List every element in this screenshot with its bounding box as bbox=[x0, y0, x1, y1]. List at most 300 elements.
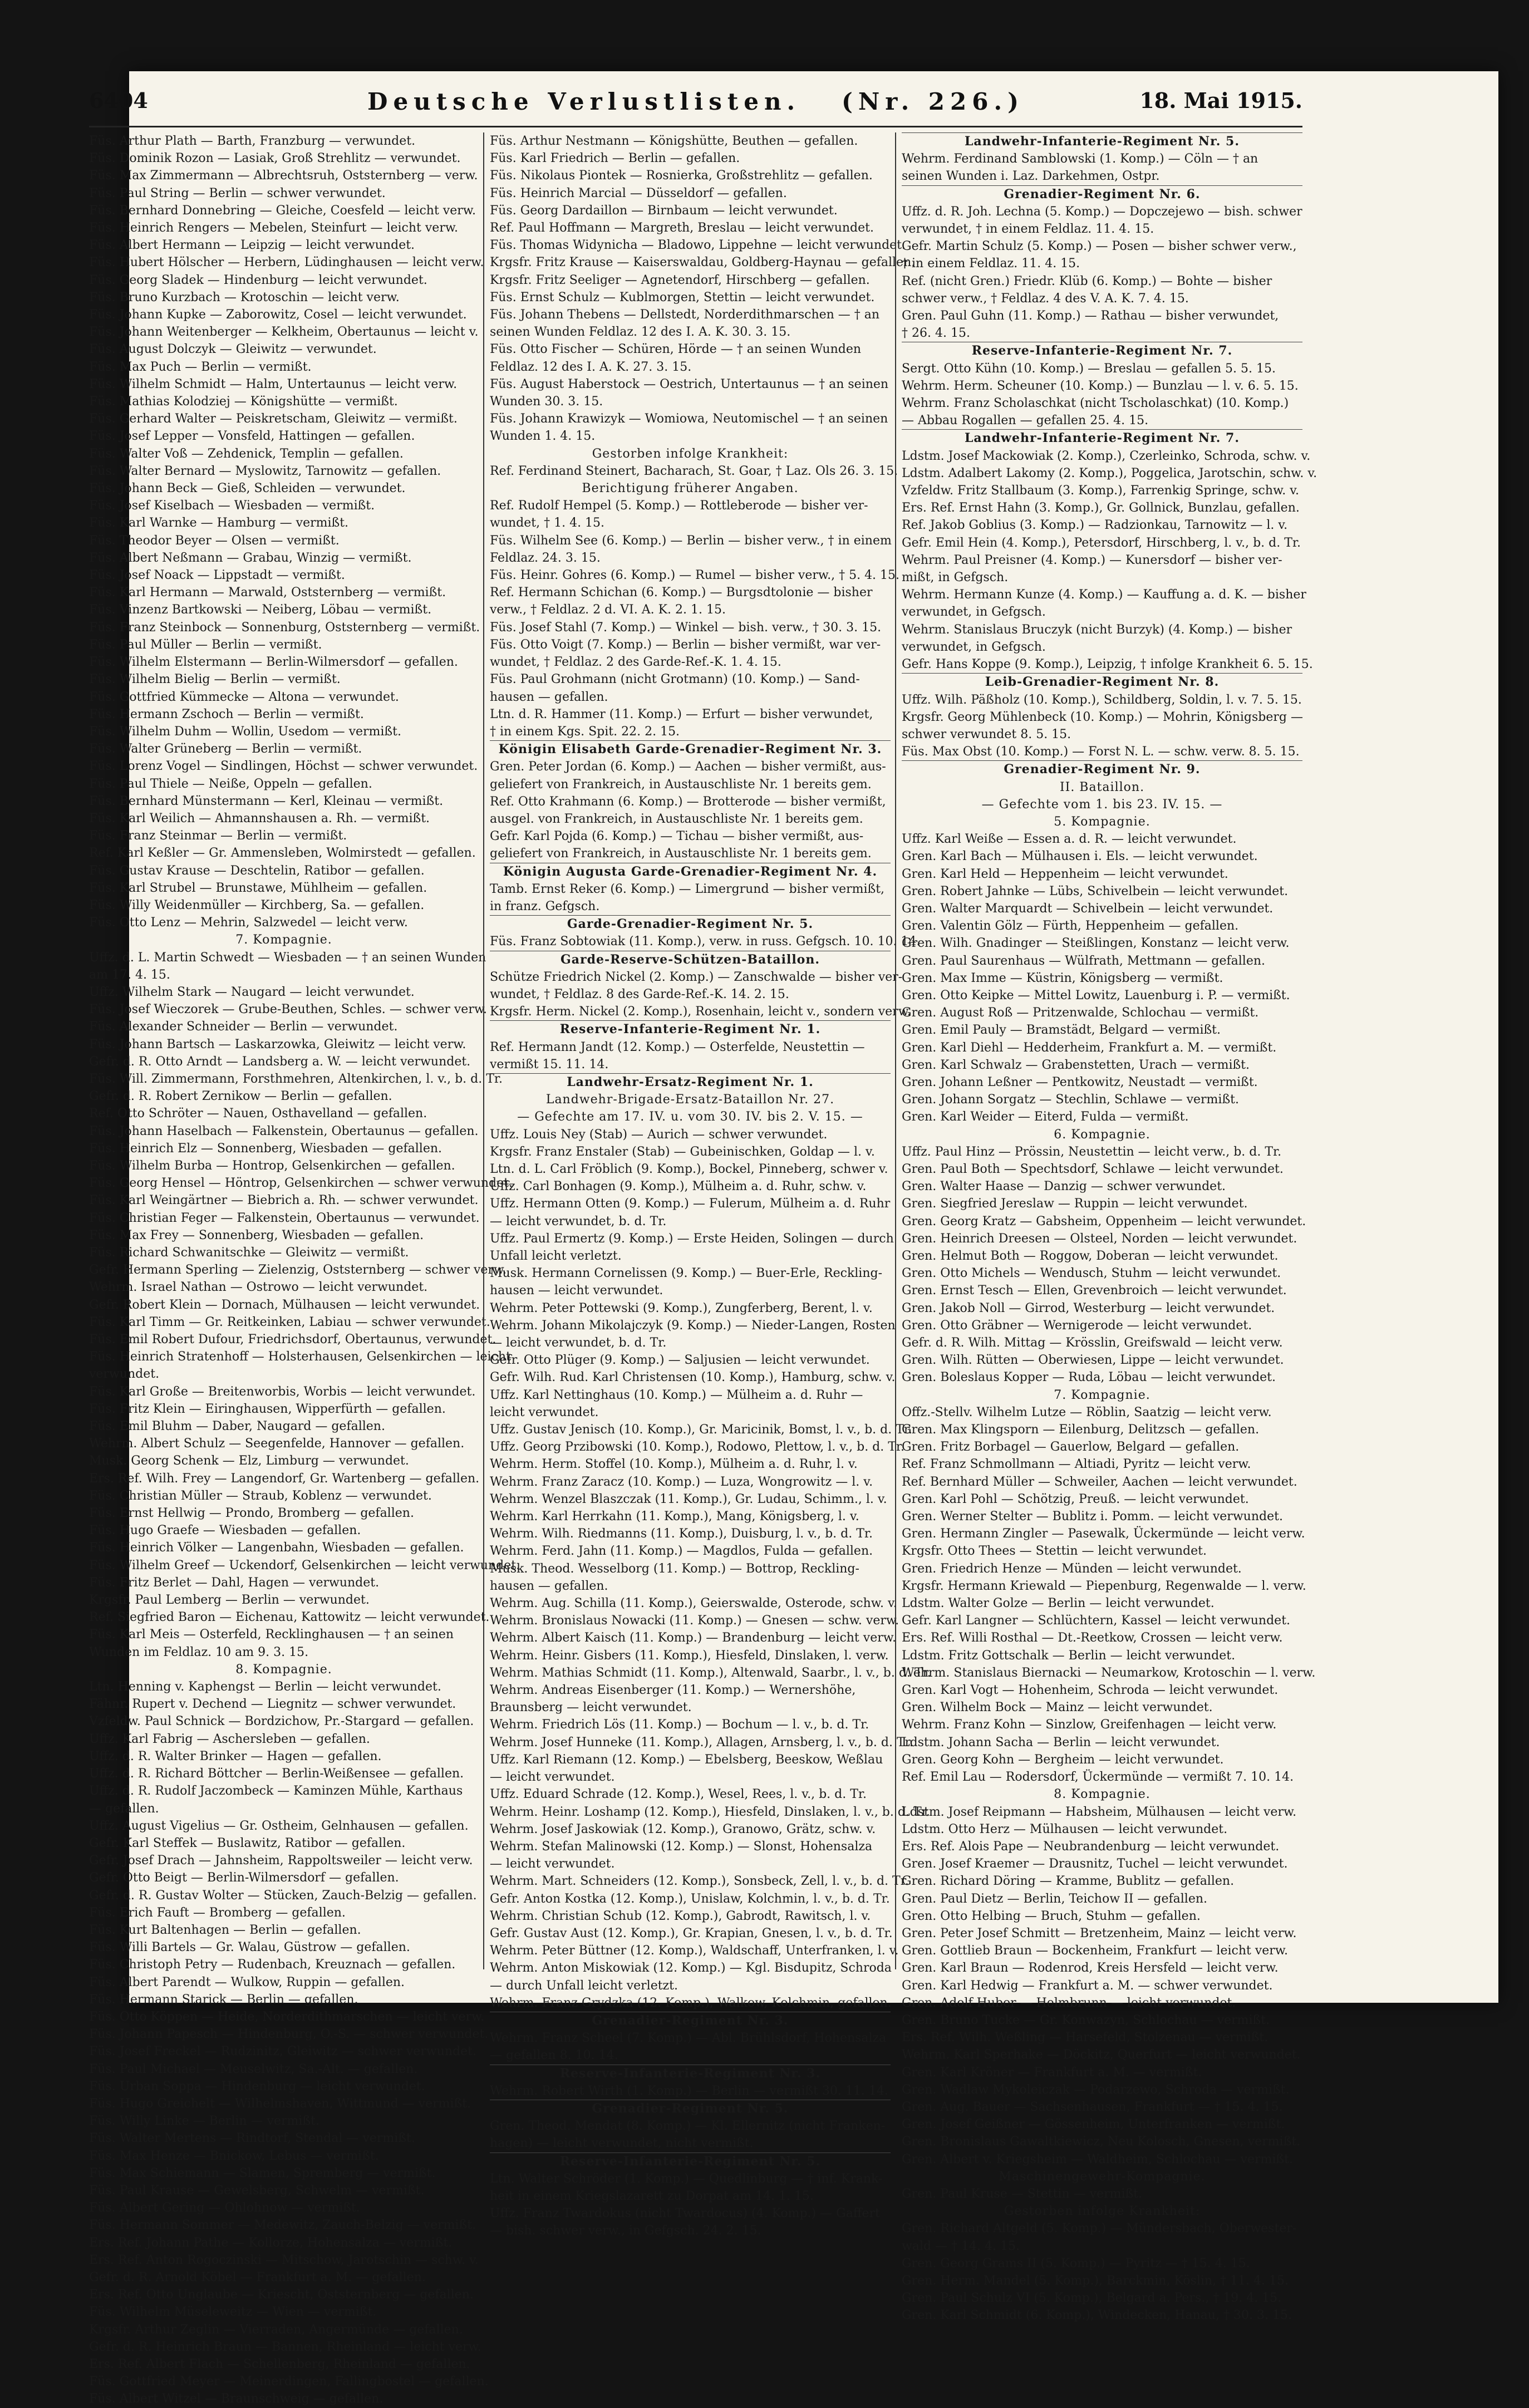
section-heading: — Gefechte am 17. IV. u. vom 30. IV. bis 2. V. 15. — bbox=[517, 1110, 863, 1124]
casualty-entry: Gefr. Josef Drach — Jahnsheim, Rappoltsweiler — leicht verw. bbox=[89, 1854, 473, 1868]
casualty-entry: Ldstm. Walter Golze — Berlin — leicht verwundet. bbox=[902, 1596, 1215, 1611]
casualty-entry: Krgsfr. Georg Mühlenbeck (10. Komp.) — Mohrin, Königsberg — bbox=[902, 710, 1303, 724]
casualty-entry: Wehrm. Karl Herrkahn (11. Komp.), Mang, Königsberg, l. v. bbox=[490, 1510, 859, 1524]
casualty-entry: Uffz. d. R. Rudolf Jaczombeck — Kaminzen Mühle, Karthaus bbox=[89, 1784, 463, 1798]
casualty-entry: Gren. Otto Keipke — Mittel Lowitz, Lauenburg i. P. — vermißt. bbox=[902, 988, 1290, 1002]
section-heading: 8. Kompagnie. bbox=[235, 1662, 332, 1677]
casualty-entry: Gren. Karl Diehl — Hedderheim, Frankfurt a. M. — vermißt. bbox=[902, 1040, 1277, 1055]
publication-title: Deutsche Verlustlisten. (Nr. 226.) bbox=[367, 88, 1024, 115]
casualty-entry: Füs. Willi Bartels — Gr. Walau, Güstrow — gefallen. bbox=[89, 1940, 410, 1955]
casualty-entry: Füs. Johann Kupke — Zaborowitz, Cosel — leicht verwundet. bbox=[89, 308, 467, 322]
casualty-entry: Gefr. Karl Steffek — Buslawitz, Ratibor — gefallen. bbox=[89, 1836, 406, 1850]
casualty-entry: wundet, † Feldlaz. 8 des Garde-Ref.-K. 14. 2. 15. bbox=[490, 987, 789, 1001]
casualty-entry: — leicht verwundet, b. d. Tr. bbox=[490, 1214, 667, 1228]
casualty-entry: Uffz. d. R. Walter Brinker — Hagen — gefallen. bbox=[89, 1749, 382, 1763]
casualty-entry: Ers. Ref. Wilh. Frey — Langendorf, Gr. Wartenberg — gefallen. bbox=[89, 1471, 480, 1486]
casualty-entry: Uffz. Louis Ney (Stab) — Aurich — schwer verwundet. bbox=[490, 1127, 828, 1142]
casualty-entry: Gefr. d. R. Gustav Wolter — Stücken, Zauch-Belzig — gefallen. bbox=[89, 1888, 477, 1903]
casualty-entry: Gren. Karl Braun — Rodenrod, Kreis Hersfeld — leicht verw. bbox=[902, 1961, 1279, 1975]
casualty-entry: Gren. Jakob Noll — Girrod, Westerburg — leicht verwundet. bbox=[902, 1301, 1275, 1315]
casualty-entry: Uffz. Carl Bonhagen (9. Komp.), Mülheim a. d. Ruhr, schw. v. bbox=[490, 1180, 867, 1194]
column-2 bbox=[490, 132, 931, 2238]
column-1 bbox=[89, 132, 520, 2406]
casualty-entry: Gefr. Hermann Sperling — Zielenzig, Oststernberg — schwer verw. bbox=[89, 1263, 507, 1277]
casualty-entry: Uffz. Eduard Schrade (12. Komp.), Wesel, Rees, l. v., b. d. Tr. bbox=[490, 1787, 867, 1802]
casualty-entry: Füs. Fritz Berlet — Dahl, Hagen — verwundet. bbox=[89, 1575, 380, 1590]
casualty-entry: Gefr. Karl Pojda (6. Komp.) — Tichau — bisher vermißt, aus- bbox=[490, 829, 864, 844]
casualty-entry: Wehrm. Israel Nathan — Ostrowo — leicht verwundet. bbox=[89, 1280, 428, 1295]
casualty-entry: Füs. Wilhelm Bielig — Berlin — vermißt. bbox=[89, 672, 341, 687]
casualty-entry: Gefr. d. R. Arnold Köbel — Frankfurt a. M. — gefallen. bbox=[89, 2270, 426, 2284]
casualty-entry: Gefr. d. R. Wilh. Mittag — Krösslin, Greifswald — leicht verw. bbox=[902, 1336, 1283, 1350]
casualty-entry: Gren. Karl Pohl — Schötzig, Preuß. — leicht verwundet. bbox=[902, 1492, 1249, 1506]
casualty-entry: Wehrm. Franz Scholaschkat (nicht Tscholaschkat) (10. Komp.) bbox=[902, 396, 1289, 411]
casualty-entry: Füs. Heinrich Völker — Langenbahn, Wiesbaden — gefallen. bbox=[89, 1541, 464, 1555]
casualty-entry: Ldstm. Josef Mackowiak (2. Komp.), Czerleinko, Schroda, schw. v. bbox=[902, 449, 1311, 463]
casualty-entry: Füs. Johann Thebens — Dellstedt, Norderdithmarschen — † an bbox=[490, 308, 880, 322]
column-rule bbox=[895, 132, 896, 1969]
casualty-entry: Ers. Ref. Ernst Hahn (3. Komp.), Gr. Gollnick, Bunzlau, gefallen. bbox=[902, 501, 1300, 515]
casualty-entry: Füs. Karl Warnke — Hamburg — vermißt. bbox=[89, 516, 349, 530]
casualty-entry: verw., † Feldlaz. 2 d. VI. A. K. 2. 1. 15. bbox=[490, 603, 726, 617]
casualty-entry: Füs. Josef Lepper — Vonsfeld, Hattingen — gefallen. bbox=[89, 429, 415, 444]
casualty-entry: seinen Wunden Feldlaz. 12 des I. A. K. 30. 3. 15. bbox=[490, 325, 791, 340]
casualty-entry: Musk. Georg Schenk — Elz, Limburg — verwundet. bbox=[89, 1454, 409, 1468]
casualty-entry: Ref. Franz Schmollmann — Altiadi, Pyritz — leicht verw. bbox=[902, 1457, 1251, 1472]
casualty-entry: Gren. Bronislaus Gawaltkiewicz, Neu Kolosch, Gnesen, vermißt. bbox=[902, 2135, 1301, 2149]
casualty-entry: Füs. Emil Bluhm — Daber, Naugard — gefallen. bbox=[89, 1419, 385, 1434]
issue-date: 18. Mai 1915. bbox=[1139, 88, 1302, 113]
casualty-entry: Gefr. Hans Koppe (9. Komp.), Leipzig, † infolge Krankheit 6. 5. 15. bbox=[902, 657, 1313, 672]
casualty-entry: verwundet, † in einem Feldlaz. 11. 4. 15. bbox=[902, 222, 1154, 237]
casualty-entry: Ref. Jakob Goblius (3. Komp.) — Radzionkau, Tarnowitz — l. v. bbox=[902, 518, 1288, 533]
casualty-entry: Gren. Karl Hedwig — Frankfurt a. M. — schwer verwundet. bbox=[902, 1978, 1273, 1993]
casualty-entry: Füs. Albert Parendt — Wulkow, Ruppin — gefallen. bbox=[89, 1975, 405, 1989]
casualty-entry: Füs. Mathias Kolodziej — Königshütte — vermißt. bbox=[89, 395, 398, 409]
casualty-entry: Füs. Georg Hensel — Höntrop, Gelsenkirchen — schwer verwundet. bbox=[89, 1176, 513, 1191]
casualty-entry: Uffz. d. R. Richard Böttcher — Berlin-Weißensee — gefallen. bbox=[89, 1767, 464, 1781]
casualty-entry: wundet, † 1. 4. 15. bbox=[490, 516, 605, 530]
casualty-entry: Gren. Richard Altgeld (5. Komp.) — Mündersbach, Oberwester- bbox=[902, 2222, 1297, 2236]
casualty-entry: Wehrm. Heinr. Gisbers (11. Komp.), Hiesfeld, Dinslaken, l. verw. bbox=[490, 1648, 889, 1663]
casualty-entry: Uffz. Franz Twardokus (nicht Twardocus) (4. Komp.) — Gaffert bbox=[490, 2206, 880, 2221]
regiment-heading: Reserve-Infanterie-Regiment Nr. 1. bbox=[490, 1020, 891, 1038]
casualty-entry: Gren. Paul Schulz VI (5. Komp.), Belgard a. Pers., † 19. 4. 15. bbox=[902, 2291, 1282, 2306]
casualty-entry: Füs. Josef Freckel — Rudzinitz, Gleiwitz — schwer verwundet. bbox=[89, 2045, 476, 2059]
casualty-entry: Gren. Karl Held — Heppenheim — leicht verwundet. bbox=[902, 867, 1228, 881]
casualty-entry: Füs. Georg Dardaillon — Birnbaum — leicht verwundet. bbox=[490, 203, 838, 218]
casualty-entry: Gefr. Anton Kostka (12. Komp.), Unislaw, Kolchmin, l. v., b. d. Tr. bbox=[490, 1891, 890, 1906]
casualty-entry: Gren. Richard Döring — Kramme, Bublitz — gefallen. bbox=[902, 1874, 1235, 1889]
casualty-entry: Füs. Arthur Nestmann — Königshütte, Beuthen — gefallen. bbox=[490, 134, 858, 148]
casualty-entry: Schütze Friedrich Nickel (2. Komp.) — Zanschwalde — bisher ver- bbox=[490, 970, 903, 984]
casualty-entry: schwer verwundet 8. 5. 15. bbox=[902, 727, 1071, 741]
casualty-entry: Füs. Heinrich Stratenhoff — Holsterhausen, Gelsenkirchen — leicht bbox=[89, 1350, 511, 1364]
casualty-entry: Füs. Theodor Beyer — Olsen — vermißt. bbox=[89, 533, 340, 548]
casualty-entry: Wehrm. Peter Pottewski (9. Komp.), Zungferberg, Berent, l. v. bbox=[490, 1301, 873, 1315]
regiment-heading: Landwehr-Infanterie-Regiment Nr. 7. bbox=[902, 429, 1302, 447]
casualty-entry: Füs. Max Frey — Sonnenberg, Wiesbaden — gefallen. bbox=[89, 1228, 424, 1242]
casualty-entry: Füs. Johann Krawizyk — Womiowa, Neutomischel — † an seinen bbox=[490, 412, 888, 426]
casualty-entry: Füs. Franz Steinmar — Berlin — vermißt. bbox=[89, 829, 347, 843]
casualty-entry: — leicht verwundet, b. d. Tr. bbox=[490, 1336, 667, 1350]
casualty-entry: Gren. Siegfried Jereslaw — Ruppin — leicht verwundet. bbox=[902, 1197, 1248, 1211]
casualty-entry: Gren. Karl Schwalz — Grabenstetten, Urach — vermißt. bbox=[902, 1058, 1250, 1072]
casualty-entry: hausen — leicht verwundet. bbox=[490, 1284, 663, 1298]
casualty-entry: Ref. Emil Lau — Rodersdorf, Ückermünde — vermißt 7. 10. 14. bbox=[902, 1770, 1294, 1785]
casualty-entry: Gren. Friedrich Henze — Münden — leicht verwundet. bbox=[902, 1561, 1242, 1576]
casualty-entry: Füs. Bernhard Münstermann — Kerl, Kleinau — vermißt. bbox=[89, 794, 444, 808]
casualty-entry: Füs. Gustav Krause — Deschtelin, Ratibor — gefallen. bbox=[89, 863, 425, 878]
casualty-entry: Gren. Otto Helbing — Bruch, Stuhm — gefallen. bbox=[902, 1909, 1201, 1923]
casualty-entry: Gren. Karl Weider — Eiterd, Fulda — vermißt. bbox=[902, 1110, 1189, 1124]
casualty-entry: Krgsfr. Arthur Zeglin — Vierraden, Angermünde — gefallen. bbox=[89, 2322, 463, 2337]
casualty-entry: Uffz. Paul Hinz — Prössin, Neustettin — leicht verw., b. d. Tr. bbox=[902, 1144, 1282, 1159]
casualty-entry: Ref. (nicht Gren.) Friedr. Klüb (6. Komp.) — Bohte — bisher bbox=[902, 274, 1272, 288]
casualty-entry: Gren. Wilh. Rütten — Oberwiesen, Lippe — leicht verwundet. bbox=[902, 1353, 1284, 1368]
casualty-entry: Gren. Karl Bach — Mülhausen i. Els. — leicht verwundet. bbox=[902, 849, 1258, 864]
casualty-entry: Füs. Josef Noack — Lippstadt — vermißt. bbox=[89, 568, 345, 583]
casualty-entry: Füs. Paul Michael — Meuselwitz, Sa.-Alt. — gefallen. bbox=[89, 2062, 418, 2076]
regiment-heading: Leib-Grenadier-Regiment Nr. 8. bbox=[902, 673, 1302, 691]
casualty-entry: Füs. Wilhelm Duhm — Wollin, Usedom — vermißt. bbox=[89, 724, 401, 739]
regiment-heading: Landwehr-Infanterie-Regiment Nr. 5. bbox=[902, 132, 1302, 150]
section-heading: 7. Kompagnie. bbox=[1054, 1388, 1151, 1402]
casualty-entry: Krgsfr. Fritz Krause — Kaiserswaldau, Goldberg-Haynau — gefallen. bbox=[490, 255, 916, 270]
casualty-entry: Ref. Bernhard Müller — Schweiler, Aachen — leicht verwundet. bbox=[902, 1475, 1297, 1489]
casualty-entry: Ref. Paul Hoffmann — Margreth, Breslau — leicht verwundet. bbox=[490, 221, 874, 235]
casualty-entry: Füs. Johann Bartsch — Laskarzowka, Gleiwitz — leicht verw. bbox=[89, 1037, 466, 1051]
casualty-entry: Ldstm. Adalbert Lakomy (2. Komp.), Poggelica, Jarotschin, schw. v. bbox=[902, 466, 1317, 480]
casualty-entry: Füs. Heinrich Marcial — Düsseldorf — gefallen. bbox=[490, 186, 787, 200]
casualty-entry: Wehrm. Bronislaus Nowacki (11. Komp.) — Gnesen — schw. verw. bbox=[490, 1614, 899, 1628]
casualty-entry: Füs. Franz Steinbock — Sonnenburg, Oststernberg — vermißt. bbox=[89, 620, 480, 635]
casualty-entry: Füs. Otto Lenz — Mehrin, Salzwedel — leicht verw. bbox=[89, 916, 408, 930]
casualty-entry: Füs. Paul Thiele — Neiße, Oppeln — gefallen. bbox=[89, 777, 372, 791]
casualty-entry: Gefr. d. R. Heinrich Braun — Bannen, Rheinland — leicht verw. bbox=[89, 2340, 481, 2354]
casualty-entry: Musk. Theod. Wesselborg (11. Komp.) — Bottrop, Reckling- bbox=[490, 1561, 859, 1576]
casualty-entry: Ers. Ref. Willi Rosthal — Dt.-Reetkow, Crossen — leicht verw. bbox=[902, 1631, 1283, 1645]
casualty-entry: Gren. Georg Kratz — Gabsheim, Oppenheim — leicht verwundet. bbox=[902, 1214, 1306, 1228]
casualty-entry: Unfall leicht verletzt. bbox=[490, 1249, 622, 1263]
casualty-entry: Gren. Fritz Borbagel — Gauerlow, Belgard — gefallen. bbox=[902, 1440, 1240, 1454]
casualty-entry: Gren. Paul Guhn (11. Komp.) — Rathau — bisher verwundet, bbox=[902, 309, 1279, 323]
casualty-entry: Füs. Otto Fischer — Schüren, Hörde — † an seinen Wunden bbox=[490, 342, 862, 357]
casualty-entry: Gren. Paul Saurenhaus — Wülfrath, Mettmann — gefallen. bbox=[902, 954, 1266, 968]
casualty-entry: Gren. Walter Marquardt — Schivelbein — leicht verwundet. bbox=[902, 901, 1274, 916]
casualty-entry: hagen) — leicht verwundet, nicht vermißt. bbox=[490, 2136, 754, 2151]
casualty-entry: Gren. Walter Haase — Danzig — schwer verwundet. bbox=[902, 1180, 1226, 1194]
section-heading: Maschinengewehr-Kompagnie. bbox=[999, 2169, 1206, 2184]
casualty-entry: Füs. Ernst Hellwig — Prondo, Bromberg — gefallen. bbox=[89, 1506, 414, 1521]
casualty-entry: Füs. Otto Köppen — Heide, Norderdithmarschen — leicht verw. bbox=[89, 2009, 485, 2024]
casualty-entry: Wehrm. Johann Mikolajczyk (9. Komp.) — Nieder-Langen, Rosten bbox=[490, 1318, 896, 1333]
casualty-entry: Wehrm. Franz Grydzka (12. Komp.), Walkow, Kolchmin, gefallen. bbox=[490, 1996, 892, 2010]
casualty-entry: Füs. Otto Voigt (7. Komp.) — Berlin — bisher vermißt, war ver- bbox=[490, 637, 881, 652]
casualty-entry: Wunden im Feldlaz. 10 am 9. 3. 15. bbox=[89, 1645, 309, 1659]
casualty-entry: Ers. Ref. Johann Pathe — Kollorze, Hohensalza — vermißt. bbox=[89, 2235, 453, 2250]
casualty-entry: Ltn. d. L. Carl Fröblich (9. Komp.), Bockel, Pinneberg, schwer v. bbox=[490, 1162, 888, 1176]
casualty-entry: Füs. Karl Friedrich — Berlin — gefallen. bbox=[490, 151, 740, 166]
casualty-entry: — durch Unfall leicht verletzt. bbox=[490, 1978, 678, 1993]
casualty-entry: — leicht verwundet. bbox=[490, 1770, 615, 1785]
section-heading: 6. Kompagnie. bbox=[1054, 1127, 1151, 1142]
casualty-entry: Wunden 30. 3. 15. bbox=[490, 395, 603, 409]
casualty-entry: — Abbau Rogallen — gefallen 25. 4. 15. bbox=[902, 414, 1149, 428]
casualty-entry: Füs. Christian Müller — Straub, Koblenz — verwundet. bbox=[89, 1488, 432, 1503]
casualty-entry: Wehrm. Heinr. Loshamp (12. Komp.), Hiesfeld, Dinslaken, l. v., b. d. Tr. bbox=[490, 1805, 930, 1819]
casualty-entry: Wehrm. Peter Büttner (12. Komp.), Waldschaff, Unterfranken, l. v. bbox=[490, 1944, 899, 1958]
casualty-entry: Füs. Heinrich Rengers — Mebelen, Steinfurt — leicht verw. bbox=[89, 221, 459, 235]
casualty-entry: Ltn. Walter Schröder (1. Komp.) — Quedlinburg — † inf. Krank- bbox=[490, 2171, 883, 2186]
casualty-entry: Füs. Franz Sobtowiak (11. Komp.), verw. in russ. Gefgsch. 10. 10. 14. bbox=[490, 935, 921, 949]
casualty-entry: Gren. Boleslaus Kopper — Ruda, Löbau — leicht verwundet. bbox=[902, 1370, 1276, 1385]
casualty-entry: Wehrm. Albert Kaisch (11. Komp.) — Brandenburg — leicht verw. bbox=[490, 1631, 896, 1645]
header-rule bbox=[89, 126, 1302, 127]
casualty-entry: Gren. Wilhelm Bock — Mainz — leicht verwundet. bbox=[902, 1701, 1213, 1715]
section-heading: — Gefechte vom 1. bis 23. IV. 15. — bbox=[981, 797, 1223, 812]
casualty-entry: Gren. Karl Schmidt (6. Komp.), Windecken, Hanau, † 30. 3. 15. bbox=[902, 2308, 1292, 2323]
casualty-entry: Ref. Rudolf Hempel (5. Komp.) — Rottleberode — bisher ver- bbox=[490, 499, 868, 513]
casualty-entry: Wehrm. Friedrich Lös (11. Komp.) — Bochum — l. v., b. d. Tr. bbox=[490, 1718, 869, 1732]
casualty-entry: Gren. Karl Vogt — Hohenheim, Schroda — leicht verwundet. bbox=[902, 1683, 1279, 1698]
casualty-entry: Füs. Johann Haselbach — Falkenstein, Obertaunus — gefallen. bbox=[89, 1124, 479, 1138]
casualty-entry: Krgsfr. Hermann Kriewald — Piepenburg, Regenwalde — l. verw. bbox=[902, 1579, 1306, 1593]
casualty-entry: wald — † 14. 4. 15. bbox=[902, 2239, 1020, 2253]
casualty-entry: Gren. Josef Geißner — Gössenheim, Unterfranken — vermißt. bbox=[902, 2117, 1285, 2132]
casualty-entry: Ref. Otto Schröter — Nauen, Osthavelland — gefallen. bbox=[89, 1107, 427, 1121]
casualty-entry: Ref. Hermann Schichan (6. Komp.) — Burgsdtolonie — bisher bbox=[490, 586, 873, 600]
casualty-entry: Gren. Adolf Huber — Helmbrunn — leicht verwundet. bbox=[902, 1996, 1236, 2010]
casualty-entry: Füs. Paul Krause — Gewelsberg, Schwelm — vermißt. bbox=[89, 2183, 425, 2198]
casualty-entry: Wehrm. Robert Wirth (1. Komp.) — Berlin — vermißt 30. 11. 14. bbox=[490, 2083, 888, 2098]
regiment-heading: Grenadier-Regiment Nr. 6. bbox=[902, 185, 1302, 203]
casualty-entry: Ltn. d. R. Hammer (11. Komp.) — Erfurt — bisher verwundet, bbox=[490, 707, 873, 721]
casualty-entry: Gren. Paul Dietz — Berlin, Teichow II — gefallen. bbox=[902, 1891, 1208, 1906]
casualty-entry: Uffz. Karl Riemann (12. Komp.) — Ebelsberg, Beeskow, Weßlau bbox=[490, 1752, 883, 1767]
casualty-entry: Wehrm. Hermann Kunze (4. Komp.) — Kauffung a. d. K. — bisher bbox=[902, 588, 1306, 602]
casualty-entry: Sergt. Otto Kühn (10. Komp.) — Breslau — gefallen 5. 5. 15. bbox=[902, 361, 1276, 376]
casualty-entry: Füs. Nikolaus Piontek — Rosnierka, Großstrehlitz — gefallen. bbox=[490, 169, 873, 183]
casualty-entry: † in einem Feldlaz. 11. 4. 15. bbox=[902, 257, 1080, 271]
casualty-entry: Füs. Wilhelm Elstermann — Berlin-Wilmersdorf — gefallen. bbox=[89, 655, 458, 670]
casualty-entry: Füs. Alexander Schneider — Berlin — verwundet. bbox=[89, 1020, 398, 1034]
casualty-entry: Uffz. d. R. Joh. Lechna (5. Komp.) — Dopczejewo — bish. schwer bbox=[902, 204, 1302, 219]
casualty-entry: Uffz. Karl Nettinghaus (10. Komp.) — Mülheim a. d. Ruhr — bbox=[490, 1388, 863, 1402]
casualty-entry: Füs. Johann Papesch — Hindenburg, O.-S. — schwer verwundet. bbox=[89, 2027, 489, 2042]
casualty-entry: Füs. Johann Weitenberger — Kelkheim, Obertaunus — leicht v. bbox=[89, 325, 479, 340]
casualty-entry: Gren. Wilh. Gnadinger — Steißlingen, Konstanz — leicht verw. bbox=[902, 936, 1290, 951]
casualty-entry: hausen — gefallen. bbox=[490, 690, 608, 704]
casualty-entry: — bish. schwer verw., in Gefgsch. 24. 2. 15. bbox=[490, 2224, 761, 2238]
casualty-entry: verwundet, in Gefgsch. bbox=[902, 605, 1046, 620]
casualty-entry: Füs. Johann Beck — Gieß, Schleiden — verwundet. bbox=[89, 481, 406, 496]
casualty-entry: Gren. Werner Stelter — Bublitz i. Pomm. — leicht verwundet. bbox=[902, 1510, 1283, 1524]
casualty-entry: Uffz. Karl Fabrig — Aschersleben — gefallen. bbox=[89, 1732, 370, 1746]
casualty-entry: Wehrm. Mathias Schmidt (11. Komp.), Altenwald, Saarbr., l. v., b. d. Tr. bbox=[490, 1665, 931, 1680]
casualty-entry: Uffz. Wilhelm Stark — Naugard — leicht verwundet. bbox=[89, 985, 415, 999]
casualty-entry: leicht verwundet. bbox=[490, 1405, 599, 1419]
section-heading: 7. Kompagnie. bbox=[235, 933, 332, 947]
casualty-entry: Wehrm. Stefan Malinowski (12. Komp.) — Slonst, Hohensalza bbox=[490, 1839, 873, 1854]
casualty-entry: geliefert von Frankreich, in Austauschliste Nr. 1 bereits gem. bbox=[490, 777, 872, 792]
casualty-entry: Füs. Albert Neßmann — Grabau, Winzig — vermißt. bbox=[89, 551, 412, 565]
casualty-entry: Füs. Walter Mertens — Rindtorf, Stendal — vermißt. bbox=[89, 2131, 415, 2146]
casualty-entry: Gren. Max Imme — Küstrin, Königsberg — vermißt. bbox=[902, 971, 1223, 985]
casualty-entry: Krgsfr. Herm. Nickel (2. Komp.), Rosenhain, leicht v., sondern verw. bbox=[490, 1005, 911, 1019]
casualty-entry: am 17. 4. 15. bbox=[89, 967, 170, 982]
casualty-entry: mißt, in Gefgsch. bbox=[902, 571, 1009, 585]
casualty-entry: Ref. Karl Keßler — Gr. Ammensleben, Wolmirstedt — gefallen. bbox=[89, 846, 476, 861]
casualty-entry: Wehrm. Franz Zaracz (10. Komp.) — Luza, Wongrowitz — l. v. bbox=[490, 1475, 873, 1489]
casualty-entry: verwundet. bbox=[89, 1367, 160, 1382]
casualty-entry: Wehrm. Karl Sperhake — Döckitz, Querfurt — leicht verwundet. bbox=[902, 2048, 1301, 2062]
casualty-entry: Gren. Ernst Tesch — Ellen, Grevenbroich — leicht verwundet. bbox=[902, 1284, 1287, 1298]
casualty-entry: Füs. Christoph Petry — Rudenbach, Kreuznach — gefallen. bbox=[89, 1958, 456, 1972]
casualty-entry: Ers. Ref. Otto Unglaube — Kriescht, Oststernberg — gefallen. bbox=[89, 2288, 474, 2302]
casualty-entry: Füs. Hubert Hölscher — Herbern, Lüdinghausen — leicht verw. bbox=[89, 255, 484, 270]
casualty-entry: Füs. Josef Kiselbach — Wiesbaden — vermißt. bbox=[89, 499, 375, 513]
casualty-entry: Füs. Max Obst (10. Komp.) — Forst N. L. — schw. verw. 8. 5. 15. bbox=[902, 745, 1300, 759]
casualty-entry: Füs. Wilhelm See (6. Komp.) — Berlin — bisher verw., † in einem bbox=[490, 533, 892, 548]
casualty-entry: Füs. Walter Grüneberg — Berlin — vermißt. bbox=[89, 742, 362, 756]
casualty-entry: Füs. Willy Linke — Berlin — vermißt. bbox=[89, 2114, 319, 2129]
casualty-entry: Gren. August Roß — Pritzenwalde, Schlochau — vermißt. bbox=[902, 1006, 1259, 1020]
casualty-entry: Füs. Karl Weilich — Ahmannshausen a. Rh. — vermißt. bbox=[89, 811, 430, 825]
casualty-entry: Füs. Wilhelm Burba — Hontrop, Gelsenkirchen — gefallen. bbox=[89, 1158, 455, 1173]
casualty-entry: Gren. Peter Josef Schmitt — Bretzenheim, Mainz — leicht verw. bbox=[902, 1926, 1297, 1940]
casualty-entry: schwer verw., † Feldlaz. 4 des V. A. K. 7. 4. 15. bbox=[902, 291, 1189, 306]
regiment-heading: Grenadier-Regiment Nr. 9. bbox=[902, 760, 1302, 778]
column-3 bbox=[902, 132, 1317, 2323]
casualty-entry: Gren. Max Klingsporn — Eilenburg, Delitzsch — gefallen. bbox=[902, 1423, 1260, 1437]
casualty-entry: Füs. Heinr. Gohres (6. Komp.) — Rumel — bisher verw., † 5. 4. 15. bbox=[490, 568, 900, 583]
casualty-entry: Füs. Karl Timm — Gr. Reitkeinken, Labiau — schwer verwundet. bbox=[89, 1315, 490, 1329]
casualty-entry: Füs. Gottfried Kümmecke — Altona — verwundet. bbox=[89, 690, 399, 704]
casualty-entry: Krgsfr. Paul Lemberg — Berlin — verwundet. bbox=[89, 1593, 370, 1608]
casualty-entry: Uffz. August Vigelius — Gr. Ostheim, Gelnhausen — gefallen. bbox=[89, 1819, 469, 1833]
casualty-entry: Gefr. Emil Hein (4. Komp.), Petersdorf, Hirschberg, l. v., b. d. Tr. bbox=[902, 535, 1301, 550]
casualty-entry: Gefr. Gustav Aust (12. Komp.), Gr. Krapian, Gnesen, l. v., b. d. Tr. bbox=[490, 1926, 893, 1940]
casualty-entry: Gefr. d. R. Otto Arndt — Landsberg a. W. — leicht verwundet. bbox=[89, 1054, 471, 1069]
casualty-entry: Ref. Ferdinand Steinert, Bacharach, St. Goar, † Laz. Ols 26. 3. 15. bbox=[490, 464, 898, 478]
regiment-heading: Garde-Grenadier-Regiment Nr. 5. bbox=[490, 915, 891, 933]
casualty-entry: Gefr. Robert Klein — Dornach, Mülhausen — leicht verwundet. bbox=[89, 1298, 480, 1312]
page-header bbox=[89, 88, 1302, 127]
casualty-entry: Füs. Walter Bernard — Myslowitz, Tarnowitz — gefallen. bbox=[89, 464, 441, 478]
casualty-entry: Füs. Urban Soppa — Hindenburg — leicht verwundet. bbox=[89, 2079, 425, 2094]
casualty-entry: Gren. Otto Michels — Wendusch, Stuhm — leicht verwundet. bbox=[902, 1266, 1281, 1281]
casualty-entry: Tamb. Ernst Reker (6. Komp.) — Limergrund — bisher vermißt, bbox=[490, 882, 885, 896]
regiment-heading: Reserve-Infanterie-Regiment Nr. 7. bbox=[902, 342, 1302, 360]
casualty-entry: Füs. Karl Meis — Osterfeld, Recklinghausen — † an seinen bbox=[89, 1628, 454, 1642]
casualty-entry: Ers. Ref. Wilh. Weßling — Harsefeld, Stolzenau — vermißt. bbox=[902, 2031, 1269, 2045]
casualty-entry: Füs. Karl Große — Breitenworbis, Worbis — leicht verwundet. bbox=[89, 1384, 476, 1399]
casualty-entry: Gefr. Otto Plüger (9. Komp.) — Saljusien — leicht verwundet. bbox=[490, 1353, 870, 1368]
casualty-entry: Füs. Gerhard Walter — Peiskretscham, Gleiwitz — vermißt. bbox=[89, 412, 458, 426]
casualty-entry: Füs. Kurt Baltenhagen — Berlin — gefallen. bbox=[89, 1923, 361, 1937]
casualty-entry: Wehrm. Stanislaus Biernacki — Neumarkow, Krotoschin — l. verw. bbox=[902, 1665, 1316, 1680]
casualty-entry: Füs. Emil Robert Dufour, Friedrichsdorf, Obertaunus, verwundet. bbox=[89, 1333, 496, 1347]
casualty-entry: Wehrm. Josef Hunneke (11. Komp.), Allagen, Arnsberg, l. v., b. d. Tr. bbox=[490, 1735, 913, 1750]
casualty-entry: Wehrm. Ferd. Jahn (11. Komp.) — Magdlos, Fulda — gefallen. bbox=[490, 1544, 873, 1559]
casualty-entry: Gren. Emil Pauly — Bramstädt, Belgard — vermißt. bbox=[902, 1023, 1221, 1038]
regiment-heading: Reserve-Infanterie-Regiment Nr. 5. bbox=[490, 2153, 891, 2170]
casualty-entry: Musk. Hermann Cornelissen (9. Komp.) — Buer-Erle, Reckling- bbox=[490, 1266, 883, 1281]
casualty-entry: Offz.-Stellv. Wilhelm Lutze — Röblin, Saatzig — leicht verw. bbox=[902, 1405, 1272, 1419]
casualty-entry: Vzfeldw. Paul Schnick — Bordzichow, Pr.-Stargard — gefallen. bbox=[89, 1714, 474, 1729]
section-heading: Landwehr-Brigade-Ersatz-Bataillon Nr. 27. bbox=[545, 1093, 835, 1107]
casualty-entry: Ers. Ref. Albert Flach — Schellenberg, Rheinland — gefallen. bbox=[89, 2357, 470, 2371]
casualty-entry: Ltn. Henning v. Kaphengst — Berlin — leicht verwundet. bbox=[89, 1680, 441, 1694]
casualty-entry: Gren. Karl Kröner — Frankfurt a. M. — vermißt. bbox=[902, 2065, 1202, 2080]
casualty-entry: — gefallen. bbox=[89, 1801, 159, 1816]
casualty-entry: Wehrm. Andreas Eisenberger (11. Komp.) — Wernershöhe, bbox=[490, 1683, 856, 1698]
casualty-entry: Gren. Paul Both — Spechtsdorf, Schlawe — leicht verwundet. bbox=[902, 1162, 1284, 1176]
casualty-entry: Wehrm. Josef Jaskowiak (12. Komp.), Granowo, Grätz, schw. v. bbox=[490, 1822, 876, 1836]
casualty-entry: Füs. Albert Hermann — Leipzig — leicht verwundet. bbox=[89, 238, 415, 253]
regiment-heading: Grenadier-Regiment Nr. 3. bbox=[490, 2012, 891, 2029]
casualty-entry: Füs. Bruno Kurzbach — Krotoschin — leicht verw. bbox=[89, 290, 400, 304]
casualty-entry: Füs. Albert Gering — Ohlohnow — vermißt. bbox=[89, 2201, 360, 2215]
casualty-entry: Wehrm. Franz Kohn — Sinzlow, Greifenhagen — leicht verw. bbox=[902, 1718, 1277, 1732]
casualty-entry: Uffz. Gustav Jenisch (10. Komp.), Gr. Maricinik, Bomst, l. v., b. d. Tr. bbox=[490, 1423, 912, 1437]
regiment-heading: Landwehr-Ersatz-Regiment Nr. 1. bbox=[490, 1073, 891, 1091]
casualty-entry: Feldlaz. 12 des I. A. K. 27. 3. 15. bbox=[490, 360, 692, 374]
casualty-entry: Füs. Josef Stahl (7. Komp.) — Winkel — bish. verw., † 30. 3. 15. bbox=[490, 620, 882, 635]
casualty-entry: Füs. Walter Voß — Zehdenick, Templin — gefallen. bbox=[89, 446, 404, 461]
casualty-entry: Füs. August Dolczyk — Gleiwitz — verwundet. bbox=[89, 342, 377, 357]
casualty-entry: Füs. Max Henze — Bnickow, Lebus — vermißt. bbox=[89, 2149, 379, 2163]
casualty-entry: Wehrm. Herm. Scheuner (10. Komp.) — Bunzlau — l. v. 6. 5. 15. bbox=[902, 379, 1299, 393]
casualty-entry: Füs. Hermann Zschoch — Berlin — vermißt. bbox=[89, 707, 364, 721]
casualty-entry: Braunsberg — leicht verwundet. bbox=[490, 1701, 692, 1715]
casualty-entry: Füs. Willy Weidenmüller — Kirchberg, Sa. — gefallen. bbox=[89, 898, 425, 912]
casualty-entry: Gren. Josef Kraemer — Drausnitz, Tuchel — leicht verwundet. bbox=[902, 1857, 1288, 1871]
casualty-entry: Wehrm. Wilh. Riedmanns (11. Komp.), Duisburg, l. v., b. d. Tr. bbox=[490, 1527, 873, 1541]
casualty-entry: Wunden 1. 4. 15. bbox=[490, 429, 596, 444]
casualty-entry: Gren. Theod. Mendat (8. Komp.) — Kl. Ellernitz (nicht Franken- bbox=[490, 2119, 886, 2134]
casualty-entry: Gren. Heinrich Dreesen — Olsteel, Norden — leicht verwundet. bbox=[902, 1231, 1297, 1246]
casualty-entry: Gefr. d. R. Robert Zernikow — Berlin — gefallen. bbox=[89, 1089, 392, 1104]
casualty-entry: — leicht verwundet. bbox=[490, 1857, 615, 1871]
casualty-entry: Wehrm. Ferdinand Samblowski (1. Komp.) — Cöln — † an bbox=[902, 152, 1258, 166]
casualty-entry: Füs. Hermann Starick — Berlin — gefallen. bbox=[89, 1992, 358, 2007]
casualty-entry: Füs. Will. Zimmermann, Forsthmehren, Altenkirchen, l. v., b. d. Tr. bbox=[89, 1072, 503, 1086]
casualty-entry: Fähnr. Rupert v. Dechend — Liegnitz — schwer verwundet. bbox=[89, 1697, 456, 1712]
casualty-entry: Ref. Siegfried Baron — Eichenau, Kattowitz — leicht verwundet. bbox=[89, 1610, 490, 1625]
casualty-entry: geliefert von Frankreich, in Austauschliste Nr. 1 bereits gem. bbox=[490, 847, 872, 861]
casualty-entry: Wehrm. Albert Schulz — Seegenfelde, Hannover — gefallen. bbox=[89, 1437, 465, 1451]
casualty-entry: Gren. Robert Jahnke — Lübs, Schivelbein — leicht verwundet. bbox=[902, 884, 1289, 898]
casualty-entry: Ldstm. Fritz Gottschalk — Berlin — leicht verwundet. bbox=[902, 1648, 1236, 1663]
casualty-entry: Gefr. Martin Schulz (5. Komp.) — Posen — bisher schwer verw., bbox=[902, 239, 1297, 254]
casualty-entry: Füs. Vinzenz Bartkowski — Neiberg, Löbau — vermißt. bbox=[89, 603, 432, 617]
casualty-entry: Füs. Bernhard Donnebring — Gleiche, Coesfeld — leicht verw. bbox=[89, 203, 476, 218]
casualty-entry: Feldlaz. 24. 3. 15. bbox=[490, 551, 601, 565]
section-heading: II. Bataillon. bbox=[1059, 780, 1145, 794]
casualty-entry: Gren. Wadlaw Mykoleiczak — Podarzewo, Schroda — vermißt. bbox=[902, 2082, 1290, 2097]
casualty-entry: heit in einem Kriegslazarett zu Dorpat am 14. 1. 15. bbox=[490, 2189, 814, 2203]
casualty-entry: Füs. Max Puch — Berlin — vermißt. bbox=[89, 360, 312, 374]
casualty-entry: Füs. Thomas Widynicha — Bladowo, Lippehne — leicht verwundet. bbox=[490, 238, 906, 253]
casualty-entry: Wehrm. Franz Scheel (7. Komp.) — Abl. Brühlsdorf, Hohensalza bbox=[490, 2031, 887, 2046]
casualty-entry: — gefallen 8. 10. 14. bbox=[490, 2048, 618, 2063]
casualty-entry: Ref. Otto Krahmann (6. Komp.) — Brotterode — bisher vermißt, bbox=[490, 794, 886, 809]
casualty-entry: Füs. Erich Fauft — Bromberg — gefallen. bbox=[89, 1905, 346, 1920]
regiment-heading: Garde-Reserve-Schützen-Bataillon. bbox=[490, 951, 891, 969]
casualty-entry: Gren. Aug. Bauer — Sachsenhausen, Frankfurt — † 15. 4. 15. bbox=[902, 2100, 1283, 2114]
